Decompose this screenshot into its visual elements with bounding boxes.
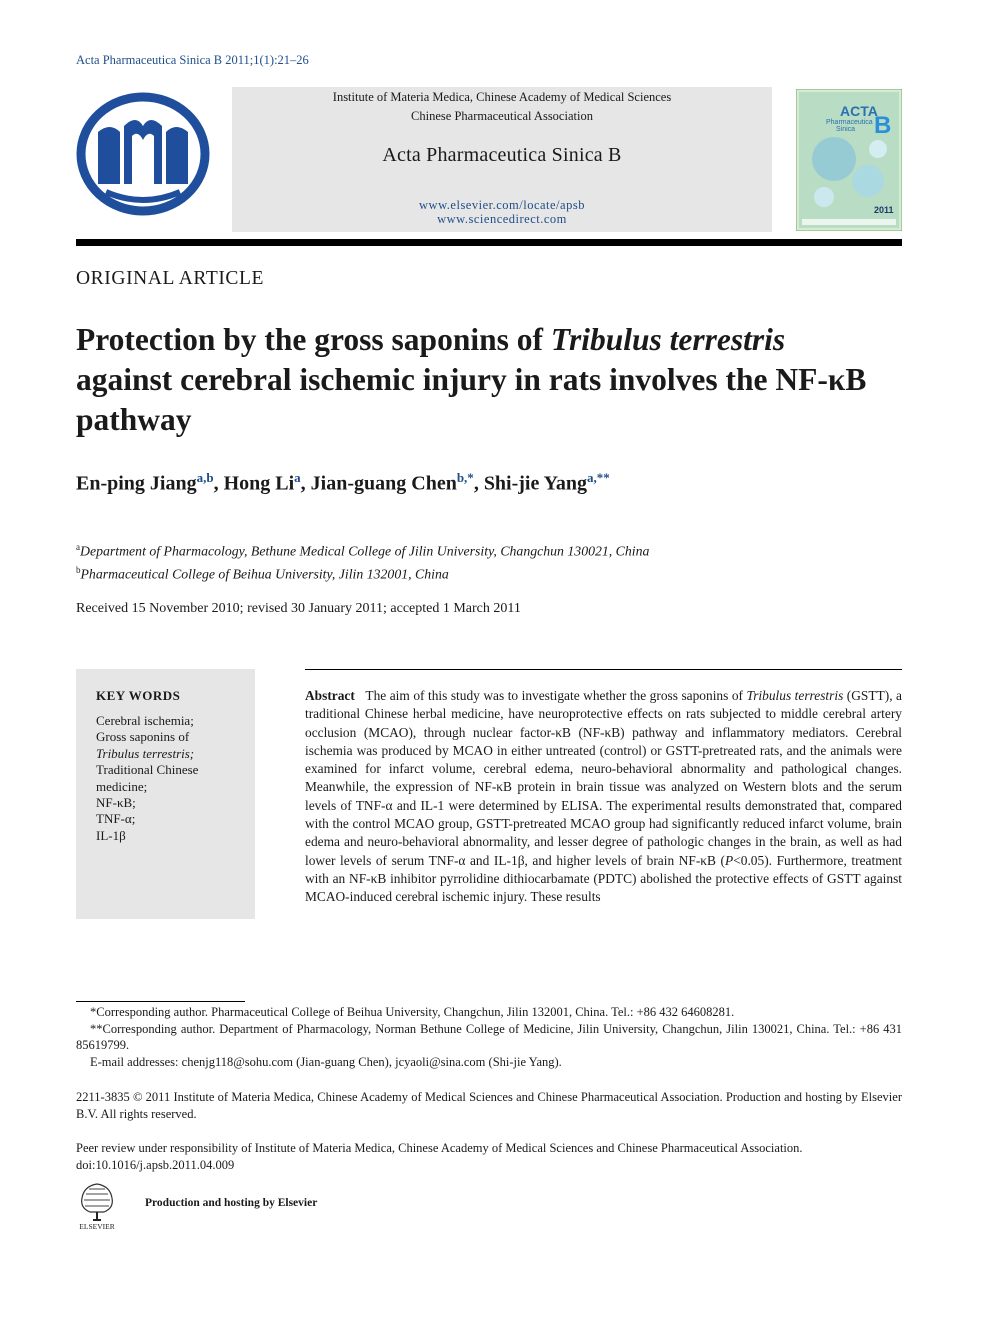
elsevier-tree-icon [76, 1180, 118, 1230]
journal-banner [232, 87, 772, 232]
author-name: En-ping Jiang [76, 472, 197, 495]
author-affiliation-link[interactable]: a,b [196, 470, 214, 485]
keyword-item: Traditional Chinese [96, 762, 199, 778]
cover-title-sinica: Sinica [836, 126, 856, 133]
keyword-item: medicine; [96, 778, 148, 794]
affiliation-b: $^b$Pharmaceutical College of Beihua University, Jilin 132001, China [76, 564, 449, 582]
keyword-item: Gross saponins of [96, 729, 190, 745]
keyword-item: Tribulus terrestris; [96, 745, 195, 761]
keywords-list [96, 713, 246, 844]
section-label: ORIGINAL ARTICLE [76, 268, 265, 289]
footnotes [76, 1004, 902, 1070]
journal-cover-icon [796, 89, 902, 231]
imm-logo-icon [76, 92, 210, 216]
institute-line-2: Chinese Pharmaceutical Association [411, 109, 593, 123]
abstract-text: Abstract The aim of this study was to investigate whether the gross saponins of Tribulus terrestris (GSTT), a traditional Chinese herbal medicine, have neuroprotective effects on rats subjected to middle cerebral artery occlusion (MCAO), through nuclear factor-κB (NF-κB) pathway and inflammatory mediators. Cerebral ischemia was produced by MCAO in either untreated (control) or GSTT-pretreated rats, and the animals were examined for infarct volume, cerebral edema, neuro-behavioral abnormality and pathological changes. Meanwhile, the expression of NF-κB protein in brain tissue was analyzed on Western blots and the serum levels of TNF-α and IL-1 were determined by ELISA. The experimental results demonstrated that, compared with the control MCAO group, GSTT-pretreated MCAO group had significantly reduced infarct volume, brain edema and neuro-behavioral abnormality, and lesser degree of pathologic changes in the brain, as well as had lower levels of serum TNF-α and IL-1β, and higher levels of brain NF-κB (P<0.05). Furthermore, treatment with an NF-κB inhibitor pyrrolidine dithiocarbamate (PDTC) abolished the protective effects of GSTT against MCAO-induced cerebral ischemic injury. These results [305, 688, 902, 905]
article-title: Protection by the gross saponins of Tribulus terrestris against cerebral ischemic injury in rats involves the NF-κB pathway [76, 322, 867, 437]
abstract-label: Abstract [305, 688, 355, 703]
author-affiliation-link[interactable]: a [294, 470, 301, 485]
author-list: En-ping Jiang$^{a,b}$, Hong Li$^a$, Jian-guang Chen$^{b,*}$, Shi-jie Yang$^{a,**}$ [76, 470, 610, 495]
journal-citation[interactable]: Acta Pharmaceutica Sinica B 2011;1(1):21–26 [76, 53, 309, 67]
elsevier-word: ELSEVIER [79, 1222, 115, 1230]
affiliation-a: $^a$Department of Pharmacology, Bethune Medical College of Jilin University, Changchun 130021, China [76, 542, 650, 559]
cover-title-pharm: Pharmaceutica [826, 119, 873, 126]
author-name: Hong Li [223, 472, 295, 495]
email-link[interactable]: chenjg118@sohu.com [181, 1054, 294, 1069]
keyword-item: Cerebral ischemia; [96, 713, 194, 728]
journal-urls [232, 198, 772, 226]
email-link[interactable]: jcyaoli@sina.com [395, 1054, 486, 1069]
cover-year: 2011 [874, 205, 894, 215]
copyright-notice: 2211-3835 © 2011 Institute of Materia Medica, Chinese Academy of Medical Sciences and Chinese Pharmaceutical Association. Production and hosting by Elsevier B.V. All rights reserved. [76, 1090, 902, 1121]
production-hosting-text: Production and hosting by Elsevier [145, 1197, 318, 1209]
cover-letter-b: B [874, 112, 892, 139]
affiliations [76, 538, 649, 583]
abstract-rule [305, 669, 902, 670]
email-addresses: E-mail addresses: chenjg118@sohu.com (Jian-guang Chen), jcyaoli@sina.com (Shi-jie Yang). [90, 1054, 562, 1069]
cover-title-acta: ACTA [840, 103, 878, 119]
journal-title: Acta Pharmaceutica Sinica B [382, 144, 622, 166]
keywords-box [76, 669, 255, 919]
institute-line-1: Institute of Materia Medica, Chinese Academy of Medical Sciences [332, 90, 672, 104]
corresponding-author-2: **Corresponding author. Department of Pharmacology, Norman Bethune College of Medicine, Jilin University, Changchun, Jilin 130021, China. Tel.: +86 431 85619799. [76, 1021, 902, 1052]
keyword-item: NF-κB; [96, 795, 136, 811]
footnote-rule [76, 1001, 245, 1002]
author-affiliation-link[interactable]: b,* [456, 470, 474, 485]
article-dates: Received 15 November 2010; revised 30 January 2011; accepted 1 March 2011 [76, 601, 521, 616]
doi-link[interactable]: doi:10.1016/j.apsb.2011.04.009 [76, 1158, 235, 1172]
author-name: Jian-guang Chen [310, 472, 457, 495]
keywords-heading: KEY WORDS [96, 688, 181, 703]
author-affiliation-link[interactable]: a,** [586, 470, 610, 485]
sciencedirect-url-link[interactable]: www.sciencedirect.com [437, 212, 567, 226]
keyword-item: IL-1β [96, 827, 126, 843]
elsevier-url-link[interactable]: www.elsevier.com/locate/apsb [419, 198, 585, 212]
corresponding-author-1: *Corresponding author. Pharmaceutical College of Beihua University, Changchun, Jilin 132001, China. Tel.: +86 432 64608281. [90, 1005, 735, 1019]
author-name: Shi-jie Yang [483, 472, 587, 495]
keyword-item: TNF-α; [96, 811, 136, 827]
peer-review-notice: Peer review under responsibility of Institute of Materia Medica, Chinese Academy of Medical Sciences and Chinese Pharmaceutical Association. doi:10.1016/j.apsb.2011.04.009 [76, 1140, 902, 1174]
header-rule [76, 239, 902, 246]
